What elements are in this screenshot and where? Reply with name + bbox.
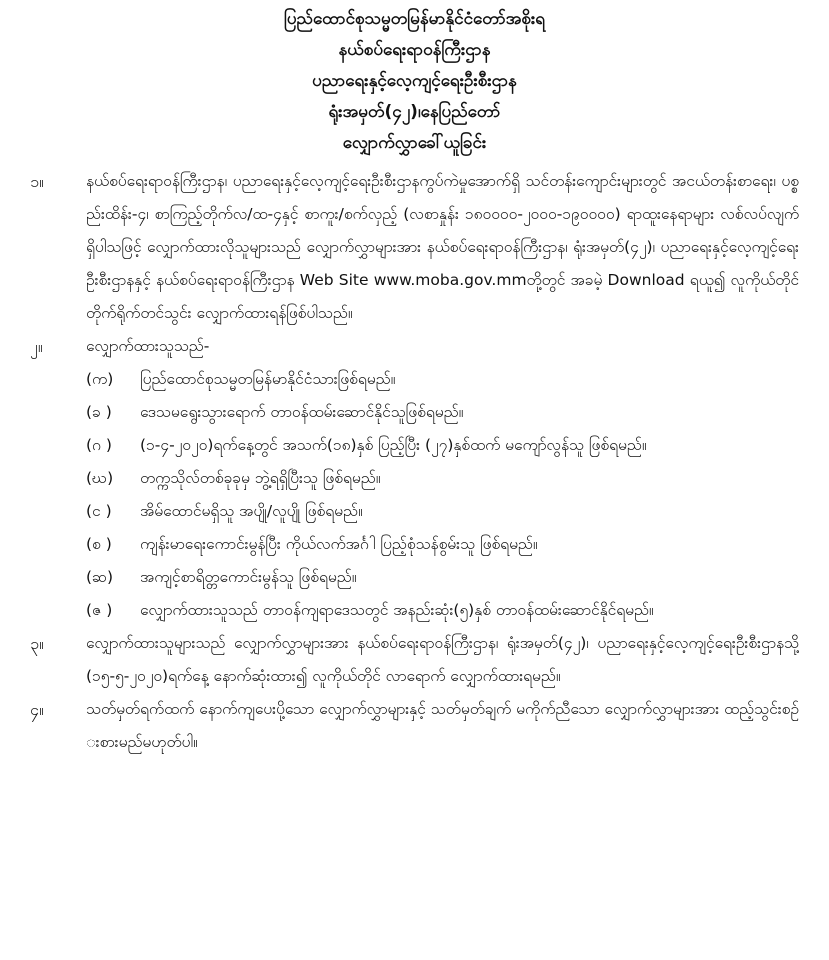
list-item-label: (ဆ) <box>86 568 114 586</box>
paragraph-text: လျှောက်ထားသူများသည် လျှောက်လွှာများအား နယ်စပ်ရေးရာဝန်ကြီးဌာန၊ ရုံးအမှတ်(၄၂)၊ ပညာရေးနှင့်လေ့ကျင့်ရေးဦးစီးဌာနသို့ (၁၅-၅-၂၀၂၀)ရက်နေ့ နောက်ဆုံးထား၍ လူကိုယ်တိုင် လာရောက် လျှောက်ထားရမည်။ <box>86 634 799 685</box>
list-item-text: ပြည်ထောင်စုသမ္မတမြန်မာနိုင်ငံသားဖြစ်ရမည်။ <box>140 370 396 388</box>
paragraph-text: လျှောက်ထားသူသည်- <box>86 337 210 355</box>
list-item-text: လျှောက်ထားသူသည် တာဝန်ကျရာဒေသတွင် အနည်းဆုံး(၅)နှစ် တာဝန်ထမ်းဆောင်နိုင်ရမည်။ <box>140 601 654 619</box>
paragraph-text: သတ်မှတ်ရက်ထက် နောက်ကျပေးပို့သော လျှောက်လွှာများနှင့် သတ်မှတ်ချက် မကိုက်ညီသော လျှောက်လွှာများအား ထည့်သွင်းစဉ်းစားမည်မဟုတ်ပါ။ <box>86 700 799 751</box>
paragraph-number: ၂။ <box>30 337 43 356</box>
list-item-label: (စ ) <box>86 535 112 553</box>
list-item <box>0 561 829 594</box>
paragraph-1 <box>0 165 829 330</box>
announcement-title: လျှောက်လွှာခေါ်ယူခြင်း <box>342 133 487 153</box>
paragraph-text: နယ်စပ်ရေးရာဝန်ကြီးဌာန၊ ပညာရေးနှင့်လေ့ကျင့်ရေးဦးစီးဌာနကွပ်ကဲမှုအောက်ရှိ သင်တန်းကျောင်းများတွင် အငယ်တန်းစာရေး၊ ပစ္စည်းထိန်း-၄၊ စာကြည့်တိုက်လ/ထ-၄နှင့် စာကူး/စက်လှည့် (လစာနှုန်း ၁၈၀၀၀၀-၂၀၀၀-၁၉၀၀၀၀) ရာထူးနေရာများ လစ်လပ်လျက်ရှိပါသဖြင့် လျှောက်ထားလိုသူများသည် လျှောက်လွှာများအား နယ်စပ်ရေးရာဝန်ကြီးဌာန၊ ရုံးအမှတ်(၄၂)၊ ပညာရေးနှင့်လေ့ကျင့်ရေးဦးစီးဌာနနှင့် နယ်စပ်ရေးရာဝန်ကြီးဌာန Web Site www.moba.gov.mmတို့တွင် အခမဲ့ Download ရယူ၍ လူကိုယ်တိုင် တိုက်ရိုက်တင်သွင်း လျှောက်ထားရန်ဖြစ်ပါသည်။ <box>86 172 799 322</box>
paragraph-4 <box>0 693 829 759</box>
list-item-label: (က) <box>86 370 114 388</box>
ministry-title: နယ်စပ်ရေးရာဝန်ကြီးဌာန <box>338 40 491 60</box>
paragraph-number: ၄။ <box>30 700 44 719</box>
list-item-text: (၁-၄-၂၀၂၀)ရက်နေ့တွင် အသက်(၁၈)နှစ် ပြည့်ပြီး (၂၇)နှစ်ထက် မကျော်လွန်သူ ဖြစ်ရမည်။ <box>140 436 647 454</box>
paragraph-3 <box>0 627 829 693</box>
list-item-label: (ဇ ) <box>86 601 113 619</box>
list-item <box>0 462 829 495</box>
list-item-text: အိမ်ထောင်မရှိသူ အပျို/လူပျို ဖြစ်ရမည်။ <box>140 502 363 520</box>
list-item-label: (ဃ) <box>86 469 114 487</box>
department-title: ပညာရေးနှင့်လေ့ကျင့်ရေးဦးစီးဌာန <box>312 71 517 91</box>
list-item-text: ကျန်းမာရေးကောင်းမွန်ပြီး ကိုယ်လက်အင်္ဂါ ပြည့်စုံသန်စွမ်းသူ ဖြစ်ရမည်။ <box>140 535 538 553</box>
paragraph-2 <box>0 330 829 363</box>
document-header <box>0 0 829 159</box>
paragraph-number: ၁။ <box>30 172 44 191</box>
requirements-list <box>0 363 829 627</box>
government-title: ပြည်ထောင်စုသမ္မတမြန်မာနိုင်ငံတော်အစိုးရ <box>283 9 546 29</box>
list-item <box>0 396 829 429</box>
list-item-label: (င ) <box>86 502 112 520</box>
list-item <box>0 594 829 627</box>
list-item <box>0 363 829 396</box>
list-item <box>0 429 829 462</box>
list-item <box>0 495 829 528</box>
list-item-text: ဒေသမရွေးသွားရောက် တာဝန်ထမ်းဆောင်နိုင်သူဖြစ်ရမည်။ <box>140 403 464 421</box>
list-item-label: (ခ ) <box>86 403 112 421</box>
list-item <box>0 528 829 561</box>
list-item-text: အကျင့်စာရိတ္တကောင်းမွန်သူ ဖြစ်ရမည်။ <box>140 568 357 586</box>
list-item-label: (ဂ ) <box>86 436 112 454</box>
office-address: ရုံးအမှတ်(၄၂)၊နေပြည်တော် <box>328 102 501 122</box>
paragraph-number: ၃။ <box>30 634 44 653</box>
list-item-text: တက္ကသိုလ်တစ်ခုခုမှ ဘွဲ့ရရှိပြီးသူ ဖြစ်ရမည်။ <box>140 469 381 487</box>
